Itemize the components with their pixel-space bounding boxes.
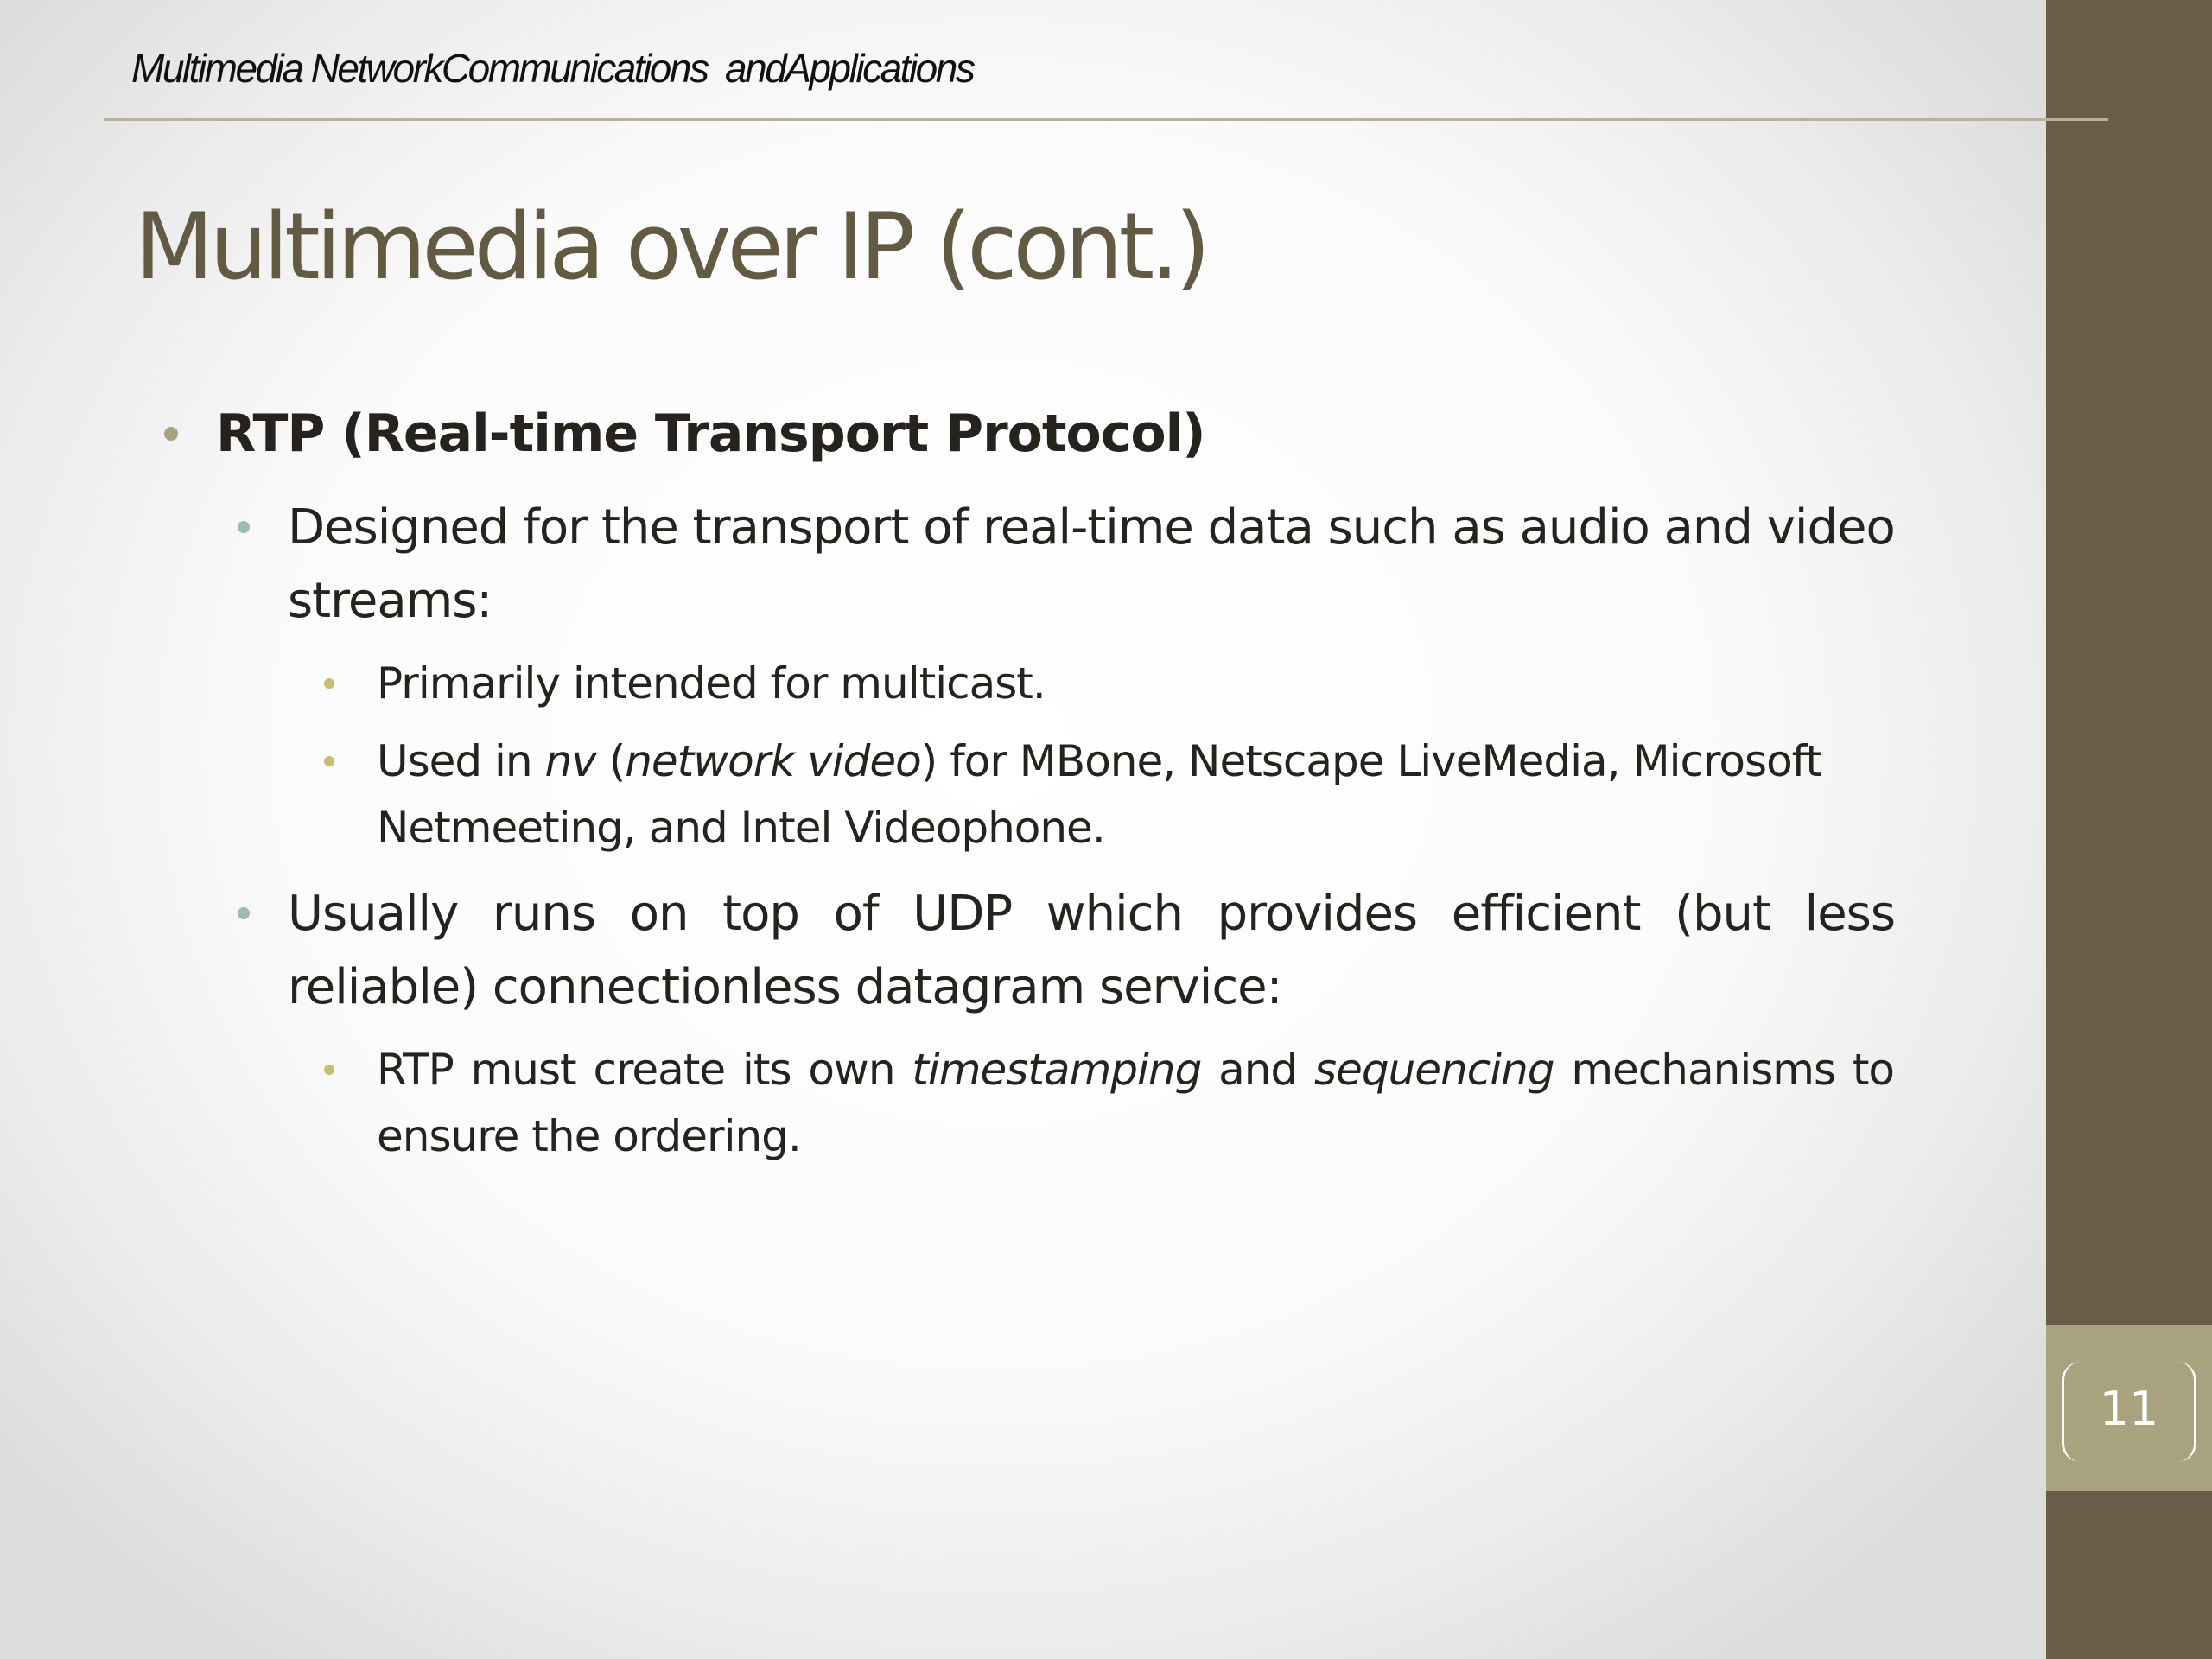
bullet-designed: Designed for the transport of real-time data such as audio and video streams: [288, 499, 1895, 629]
course-header: Multimedia NetworkCommunications andApplications [131, 46, 974, 91]
bullet-dot [324, 678, 334, 689]
slide-title: Multimedia over IP (cont.) [135, 194, 1207, 300]
nv-term: nv [544, 736, 596, 786]
bullet-dot [238, 521, 250, 533]
bullet-dot [324, 1065, 334, 1075]
used-in-suffix: ) for MBone, Netscape LiveMedia, Microsoft Netmeeting, and Intel Videophone. [377, 736, 1821, 853]
bullet-dot [164, 427, 178, 441]
network-video-term: network video [625, 736, 921, 786]
page-number: 11 [2099, 1382, 2159, 1436]
bullet-multicast: Primarily intended for multicast. [377, 658, 1046, 709]
bullet-rtp-must [377, 1037, 1894, 1170]
header-divider [104, 118, 2108, 121]
bullet-dot [238, 907, 250, 919]
bullet-rtp-heading: RTP (Real-time Transport Protocol) [216, 404, 1205, 464]
timestamping-term: timestamping [912, 1045, 1202, 1095]
sequencing-term: sequencing [1314, 1045, 1554, 1095]
used-in-paren: ( [595, 736, 626, 786]
used-in-prefix: Used in [377, 736, 545, 786]
bullet-dot [324, 756, 334, 766]
rtp-must-and: and [1201, 1045, 1315, 1095]
bullet-used-in [377, 728, 1897, 861]
rtp-must-suffix: mechanisms to ensure the ordering. [377, 1045, 1895, 1161]
bullet-udp: Usually runs on top of UDP which provides efficient (but less reliable) connectionless datagram service: [288, 886, 1895, 1015]
rtp-must-prefix: RTP must create its own [377, 1045, 912, 1095]
